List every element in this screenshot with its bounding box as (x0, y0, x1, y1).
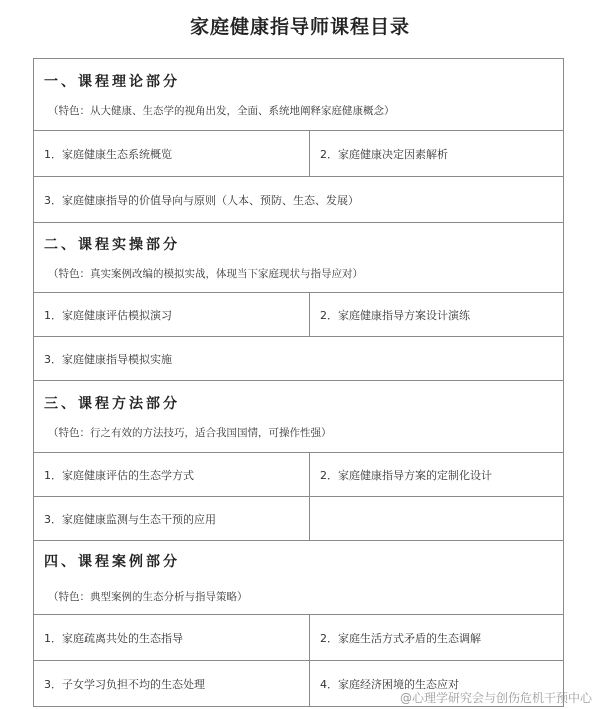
page-title: 家庭健康指导师课程目录 (189, 16, 410, 38)
course-catalog-table (33, 58, 564, 707)
course-item: 2．家庭健康指导方案的定制化设计 (310, 453, 564, 497)
course-row (34, 497, 564, 541)
course-row (34, 293, 564, 337)
course-item: 3．家庭健康指导模拟实施 (34, 337, 564, 381)
section-header-practice (34, 223, 564, 293)
section-header-cases (34, 541, 564, 615)
watermark: @心理学研究会与创伤危机干预中心 (399, 691, 592, 705)
course-row (34, 131, 564, 177)
section-heading: 二、课程实操部分 (44, 237, 180, 253)
section-heading: 一、课程理论部分 (44, 74, 180, 90)
section-feature: （特色：行之有效的方法技巧，适合我国国情，可操作性强） (48, 427, 332, 439)
section-header-methods (34, 381, 564, 453)
section-heading: 四、课程案例部分 (44, 554, 180, 570)
course-item: 3．家庭健康指导的价值导向与原则（人本、预防、生态、发展） (34, 177, 564, 223)
empty-cell (310, 497, 564, 541)
course-item: 3．子女学习负担不均的生态处理 (34, 661, 310, 707)
course-item: 1．家庭健康评估的生态学方式 (34, 453, 310, 497)
course-row (34, 177, 564, 223)
course-item: 4．家庭经济困境的生态应对 (310, 661, 564, 707)
course-item: 2．家庭健康决定因素解析 (310, 131, 564, 177)
section-feature: （特色：从大健康、生态学的视角出发，全面、系统地阐释家庭健康概念） (48, 105, 395, 117)
section-header-theory (34, 59, 564, 131)
course-row (34, 615, 564, 661)
course-item: 2．家庭健康指导方案设计演练 (310, 293, 564, 337)
section-feature: （特色：典型案例的生态分析与指导策略） (48, 591, 248, 603)
course-item: 1．家庭健康评估模拟演习 (34, 293, 310, 337)
course-row (34, 337, 564, 381)
course-item: 3．家庭健康监测与生态干预的应用 (34, 497, 310, 541)
section-feature: （特色：真实案例改编的模拟实战，体现当下家庭现状与指导应对） (48, 268, 363, 280)
course-item: 2．家庭生活方式矛盾的生态调解 (310, 615, 564, 661)
course-item: 1．家庭疏离共处的生态指导 (34, 615, 310, 661)
course-row (34, 453, 564, 497)
section-heading: 三、课程方法部分 (44, 396, 180, 412)
course-item: 1．家庭健康生态系统概览 (34, 131, 310, 177)
